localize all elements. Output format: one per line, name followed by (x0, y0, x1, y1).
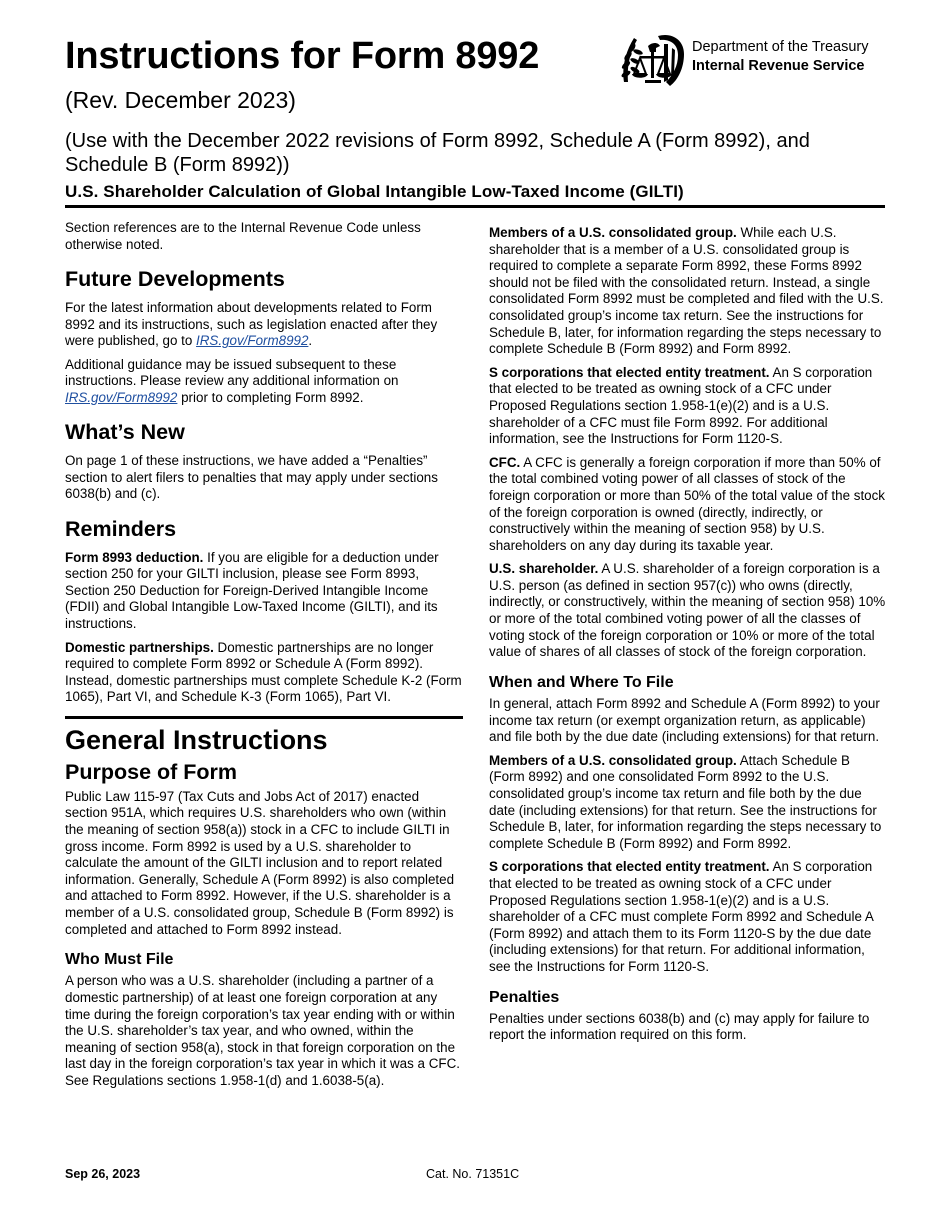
heading-penalties: Penalties (489, 988, 560, 1006)
agency-name (692, 38, 869, 76)
future-developments-paragraph-1 (65, 300, 463, 350)
heading-purpose-of-form: Purpose of Form (65, 760, 238, 785)
definition-consolidated-group (489, 225, 887, 358)
definition-lead: CFC. (489, 454, 521, 470)
use-with-note: (Use with the December 2022 revisions of Form 8992, Schedule A (Form 8992), and Schedule B (Form 8992)) (65, 130, 810, 176)
purpose-of-form-paragraph: Public Law 115-97 (Tax Cuts and Jobs Act of 2017) enacted section 951A, which requires U.S. shareholders who own (within the meaning of section 958(a)) stock in a CFC to include GILTI in gross income. Form 8992 is used by a U.S. shareholder to calculate the amount of the GILTI inclusion and to report related information. Generally, Schedule A (Form 8992) is also completed and attached to Form 8992. However, if the U.S. shareholder is a member of a U.S. consolidated group, Schedule B (Form 8992) is completed and attached to Form 8992 instead. (65, 788, 455, 937)
whats-new-paragraph: On page 1 of these instructions, we have added a “Penalties” section to alert filers to penalties that may apply under sections 6038(b) and (c). (65, 453, 438, 502)
who-must-file-paragraph: A person who was a U.S. shareholder (including a partner of a domestic partnership) of at least one foreign corporation at any time during the foreign corporation’s tax year ending with or within the U.S. shareholder’s tax year, and who owned, within the meaning of section 958(a), stock in that foreign corporation on the last day in the foreign corporation’s tax year in which it was a CFC. See Regulations sections 1.958-1(d) and 1.6038-5(a). (65, 973, 460, 1088)
filing-body: Attach Schedule B (Form 8992) and one consolidated Form 8992 to the U.S. consolidated group’s income tax return and file both by the due date (including extensions) for that return. See the instructions for Schedule B, later, for information regarding the steps necessary to complete Schedule B (Form 8992) and Form 8992. (489, 752, 882, 851)
section-divider (65, 716, 463, 719)
when-where-paragraph: In general, attach Form 8992 and Schedule A (Form 8992) to your income tax return (or exempt organization return, as applicable) and file both by the due date (including extensions) for that return. (489, 696, 880, 745)
filing-body: An S corporation that elected to be treated as owning stock of a CFC under Proposed Regulations section 1.958-1(e)(2) and is a U.S. shareholder of a CFC must complete Form 8992 and Schedule A (Form 8992) and attach them to its Form 1120-S by the due date (including extensions) for that return. For additional information, see the Instructions for Form 1120-S. (489, 859, 874, 974)
future-developments-paragraph-2 (65, 357, 463, 407)
document-title: Instructions for Form 8992 (65, 35, 540, 77)
irs-form8992-link[interactable]: IRS.gov/Form8992 (196, 333, 309, 349)
filing-lead: Members of a U.S. consolidated group. (489, 752, 737, 768)
header-divider (65, 205, 885, 208)
future-developments-text-1-end: . (308, 333, 313, 349)
future-developments-text-2: Additional guidance may be issued subsequent to these instructions. Please review any additional information on (65, 356, 399, 389)
definition-body: A CFC is generally a foreign corporation if more than 50% of the total combined voting power of all classes of stock of the foreign corporation or more than 50% of the total value of the stock of the foreign corporation is owned (directly, indirectly, or constructively within the meaning of section 958) by U.S. shareholders on any day during its taxable year. (489, 454, 885, 553)
section-references-note: Section references are to the Internal Revenue Code unless otherwise noted. (65, 220, 421, 252)
reminder-body: Domestic partnerships are no longer required to complete Form 8992 or Schedule A (Form 8992). Instead, domestic partnerships must complete Schedule K-2 (Form 1065), Part VI, and Schedule K-3 (Form 1065), Part VI. (65, 639, 462, 705)
left-column (65, 220, 463, 1096)
future-developments-text-2-end: prior to completing Form 8992. (177, 389, 364, 405)
agency-department: Department of the Treasury (692, 39, 869, 55)
filing-consolidated-group (489, 753, 887, 853)
reminder-lead: Form 8993 deduction. (65, 549, 204, 565)
footer-catalog-number: Cat. No. 71351C (426, 1167, 520, 1181)
reminder-body: If you are eligible for a deduction under section 250 for your GILTI inclusion, please see Form 8993, Section 250 Deduction for Foreign-Derived Intangible Income (FDII) and Global Intangible Low-Taxed Income (GILTI), and its instructions. (65, 549, 439, 632)
reminder-form-8993-deduction (65, 550, 463, 633)
definition-body: While each U.S. shareholder that is a member of a U.S. consolidated group is required to complete a separate Form 8992, these Forms 8992 should not be filed with the consolidated return. Instead, a single consolidated Form 8992 must be completed and filed with the U.S. consolidated group’s income tax return. See the instructions for Schedule B, later, for information regarding the steps necessary to complete Schedule B (Form 8992) and Form 8992. (489, 225, 884, 357)
reminder-domestic-partnerships (65, 640, 463, 706)
future-developments-text-1: For the latest information about developments related to Form 8992 and its instructions, such as legislation enacted after they were published, go to (65, 299, 438, 349)
definition-lead: Members of a U.S. consolidated group. (489, 225, 737, 240)
definition-us-shareholder (489, 561, 887, 661)
definition-body: A U.S. shareholder of a foreign corporation is a U.S. person (as defined in section 957(c)) who owns (directly, indirectly, or constructively, within the meaning of section 958) 10% or more of the total combined voting power of all the classes of voting stock of the foreign corporation or 10% or more of the total value of shares of all classes of stock of the foreign corporation. (489, 561, 886, 660)
definition-lead: S corporations that elected entity treatment. (489, 364, 770, 380)
heading-when-and-where-to-file: When and Where To File (489, 673, 674, 691)
heading-who-must-file: Who Must File (65, 951, 174, 969)
document-subtitle: U.S. Shareholder Calculation of Global Intangible Low-Taxed Income (GILTI) (65, 182, 684, 201)
irs-form8992-link-2[interactable]: IRS.gov/Form8992 (65, 389, 178, 405)
definition-lead: U.S. shareholder. (489, 561, 599, 577)
revision-date: (Rev. December 2023) (65, 87, 296, 113)
definition-s-corporations (489, 365, 887, 448)
definition-cfc (489, 455, 887, 555)
reminder-lead: Domestic partnerships. (65, 639, 214, 655)
right-column (489, 225, 887, 1051)
filing-s-corporations (489, 859, 887, 975)
heading-reminders: Reminders (65, 516, 177, 541)
heading-future-developments: Future Developments (65, 267, 285, 292)
heading-general-instructions: General Instructions (65, 725, 328, 756)
filing-lead: S corporations that elected entity treatment. (489, 859, 770, 875)
definition-body: An S corporation that elected to be treated as owning stock of a CFC under Proposed Regulations section 1.958-1(e)(2) and is a U.S. shareholder of a CFC must file Form 8992. For additional information, see the Instructions for Form 1120-S. (489, 364, 873, 447)
agency-irs: Internal Revenue Service (692, 58, 865, 74)
penalties-paragraph: Penalties under sections 6038(b) and (c) may apply for failure to report the information required on this form. (489, 1010, 870, 1043)
heading-whats-new: What’s New (65, 420, 185, 445)
footer-date: Sep 26, 2023 (65, 1167, 141, 1181)
irs-eagle-logo-icon (620, 30, 688, 90)
